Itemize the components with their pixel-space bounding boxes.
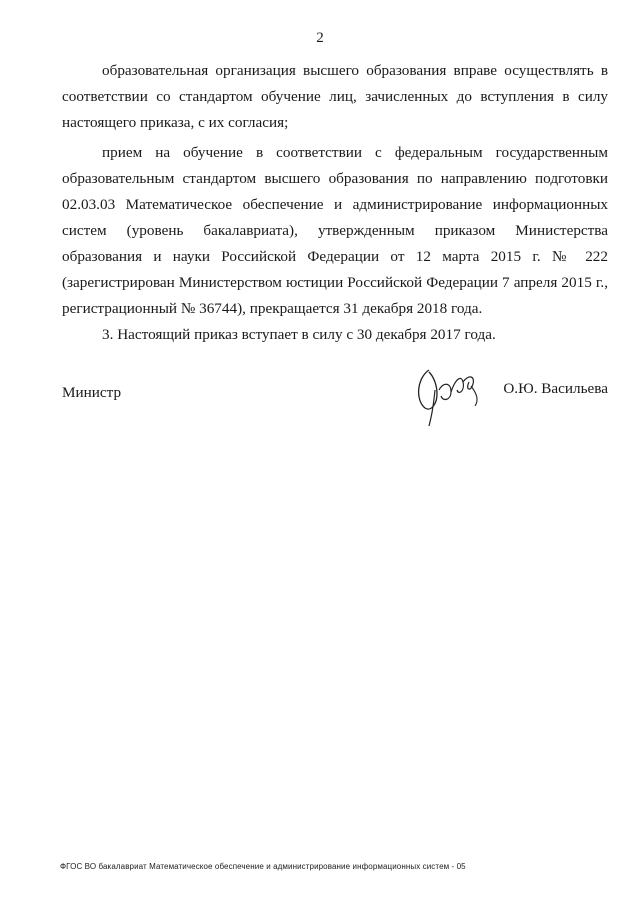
document-body <box>62 58 608 348</box>
page-number: 2 <box>316 30 324 46</box>
paragraph: 3. Настоящий приказ вступает в силу с 30 декабря 2017 года. <box>102 326 496 343</box>
paragraph: прием на обучение в соответствии с федеральным государственным образовательным стандартом высшего образования по направлению подготовки 02.03.03 Математическое обеспечение и администрирование информационных систем (уровень бакалавриата), утвержденным приказом Министерства образования и науки Российской Федерации от 12 марта 2015 г. № 222 (зарегистрирован Министерством юстиции Российской Федерации 7 апреля 2015 г., регистрационный № 36744), прекращается 31 декабря 2018 года. <box>62 144 608 317</box>
signer-position: Министр <box>62 384 122 401</box>
signer-name: О.Ю. Васильева <box>503 380 608 397</box>
handwritten-signature <box>407 360 487 430</box>
paragraph: образовательная организация высшего образования вправе осуществлять в соответствии со стандартом обучение лиц, зачисленных до вступления в силу настоящего приказа, с их согласия; <box>62 62 608 131</box>
signature-block <box>62 360 608 440</box>
footer-note: ФГОС ВО бакалавриат Математическое обеспечение и администрирование информационных систем - 05 <box>60 862 466 871</box>
